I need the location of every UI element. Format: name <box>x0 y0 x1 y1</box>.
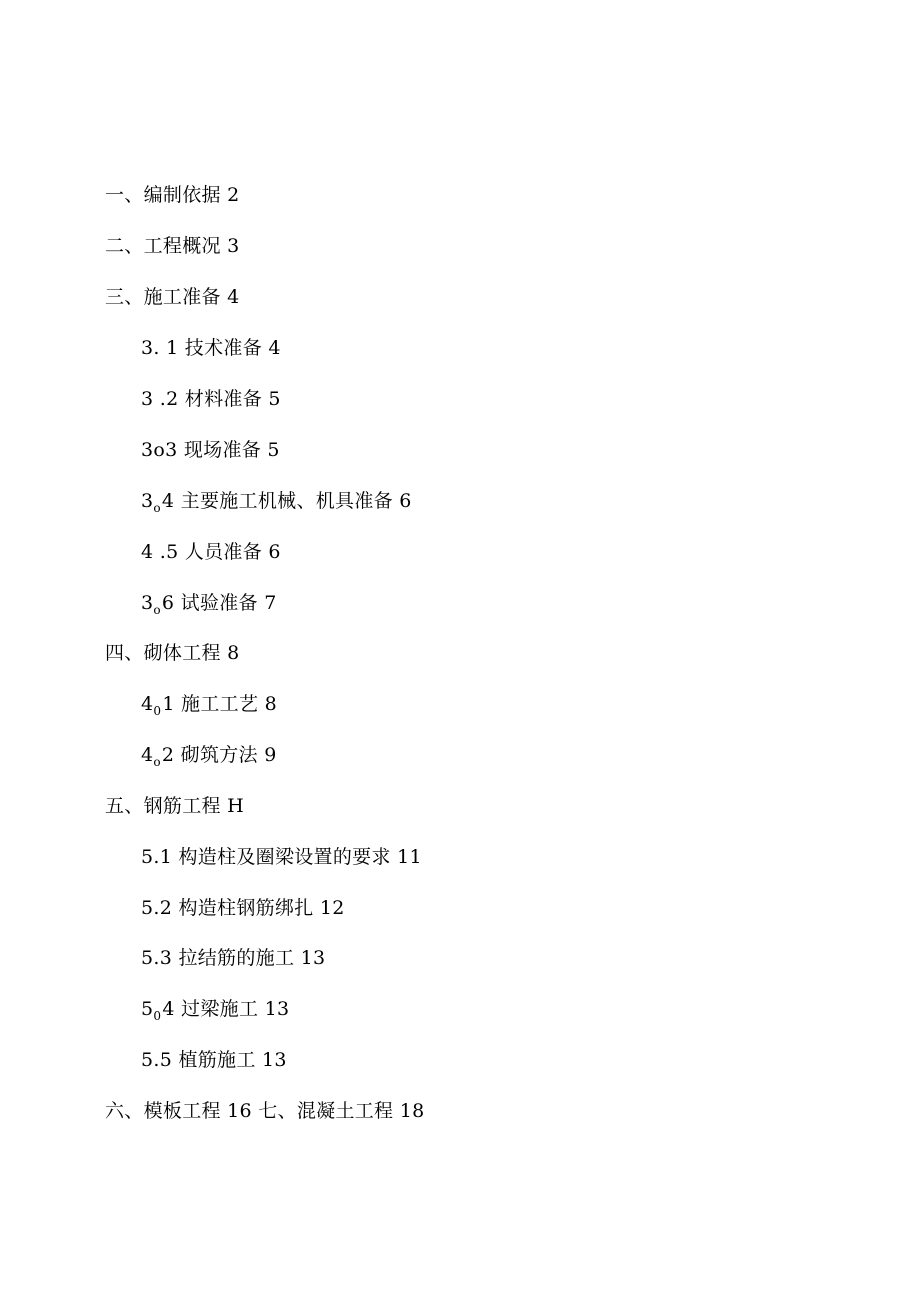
toc-entry-3-5: 4 .5 人员准备 6 <box>141 541 281 563</box>
toc-subscript: o <box>153 755 161 769</box>
toc-entry-5: 五、钢筋工程 H <box>105 795 245 817</box>
toc-text: 6 试验准备 7 <box>161 592 277 614</box>
toc-prefix: 3 <box>141 490 154 512</box>
toc-entry-3-3: 3o3 现场准备 5 <box>141 439 280 461</box>
toc-text: 4 主要施工机械、机具准备 6 <box>161 490 412 512</box>
toc-entry-2: 二、工程概况 3 <box>105 235 240 257</box>
toc-entry-4: 四、砌体工程 8 <box>105 642 240 664</box>
toc-entry-6-7: 六、模板工程 16 七、混凝土工程 18 <box>105 1100 425 1122</box>
toc-entry-1: 一、编制依据 2 <box>105 184 240 206</box>
toc-entry-5-4 <box>141 997 289 1023</box>
toc-subscript: 0 <box>153 1009 162 1023</box>
toc-entry-3-6 <box>141 591 277 617</box>
toc-text: 1 施工工艺 8 <box>162 693 277 715</box>
toc-prefix: 5 <box>141 998 154 1020</box>
toc-entry-5-5: 5.5 植筋施工 13 <box>141 1049 287 1071</box>
toc-prefix: 4 <box>141 693 154 715</box>
toc-entry-5-3: 5.3 拉结筋的施工 13 <box>141 947 326 969</box>
toc-entry-3-2: 3 .2 材料准备 5 <box>141 388 281 410</box>
toc-entry-3-1: 3. 1 技术准备 4 <box>141 337 281 359</box>
toc-prefix: 4 <box>141 744 154 766</box>
toc-subscript: 0 <box>153 704 162 718</box>
toc-entry-4-2 <box>141 743 277 769</box>
toc-subscript: o <box>153 501 161 515</box>
toc-text: 4 过梁施工 13 <box>162 998 290 1020</box>
toc-entry-4-1 <box>141 692 277 718</box>
toc-entry-5-2: 5.2 构造柱钢筋绑扎 12 <box>141 897 345 919</box>
toc-entry-5-1: 5.1 构造柱及圈梁设置的要求 11 <box>141 846 422 868</box>
toc-entry-3-4 <box>141 489 412 515</box>
toc-subscript: o <box>153 603 161 617</box>
toc-prefix: 3 <box>141 592 154 614</box>
toc-text: 2 砌筑方法 9 <box>161 744 277 766</box>
toc-entry-3: 三、施工准备 4 <box>105 286 240 308</box>
